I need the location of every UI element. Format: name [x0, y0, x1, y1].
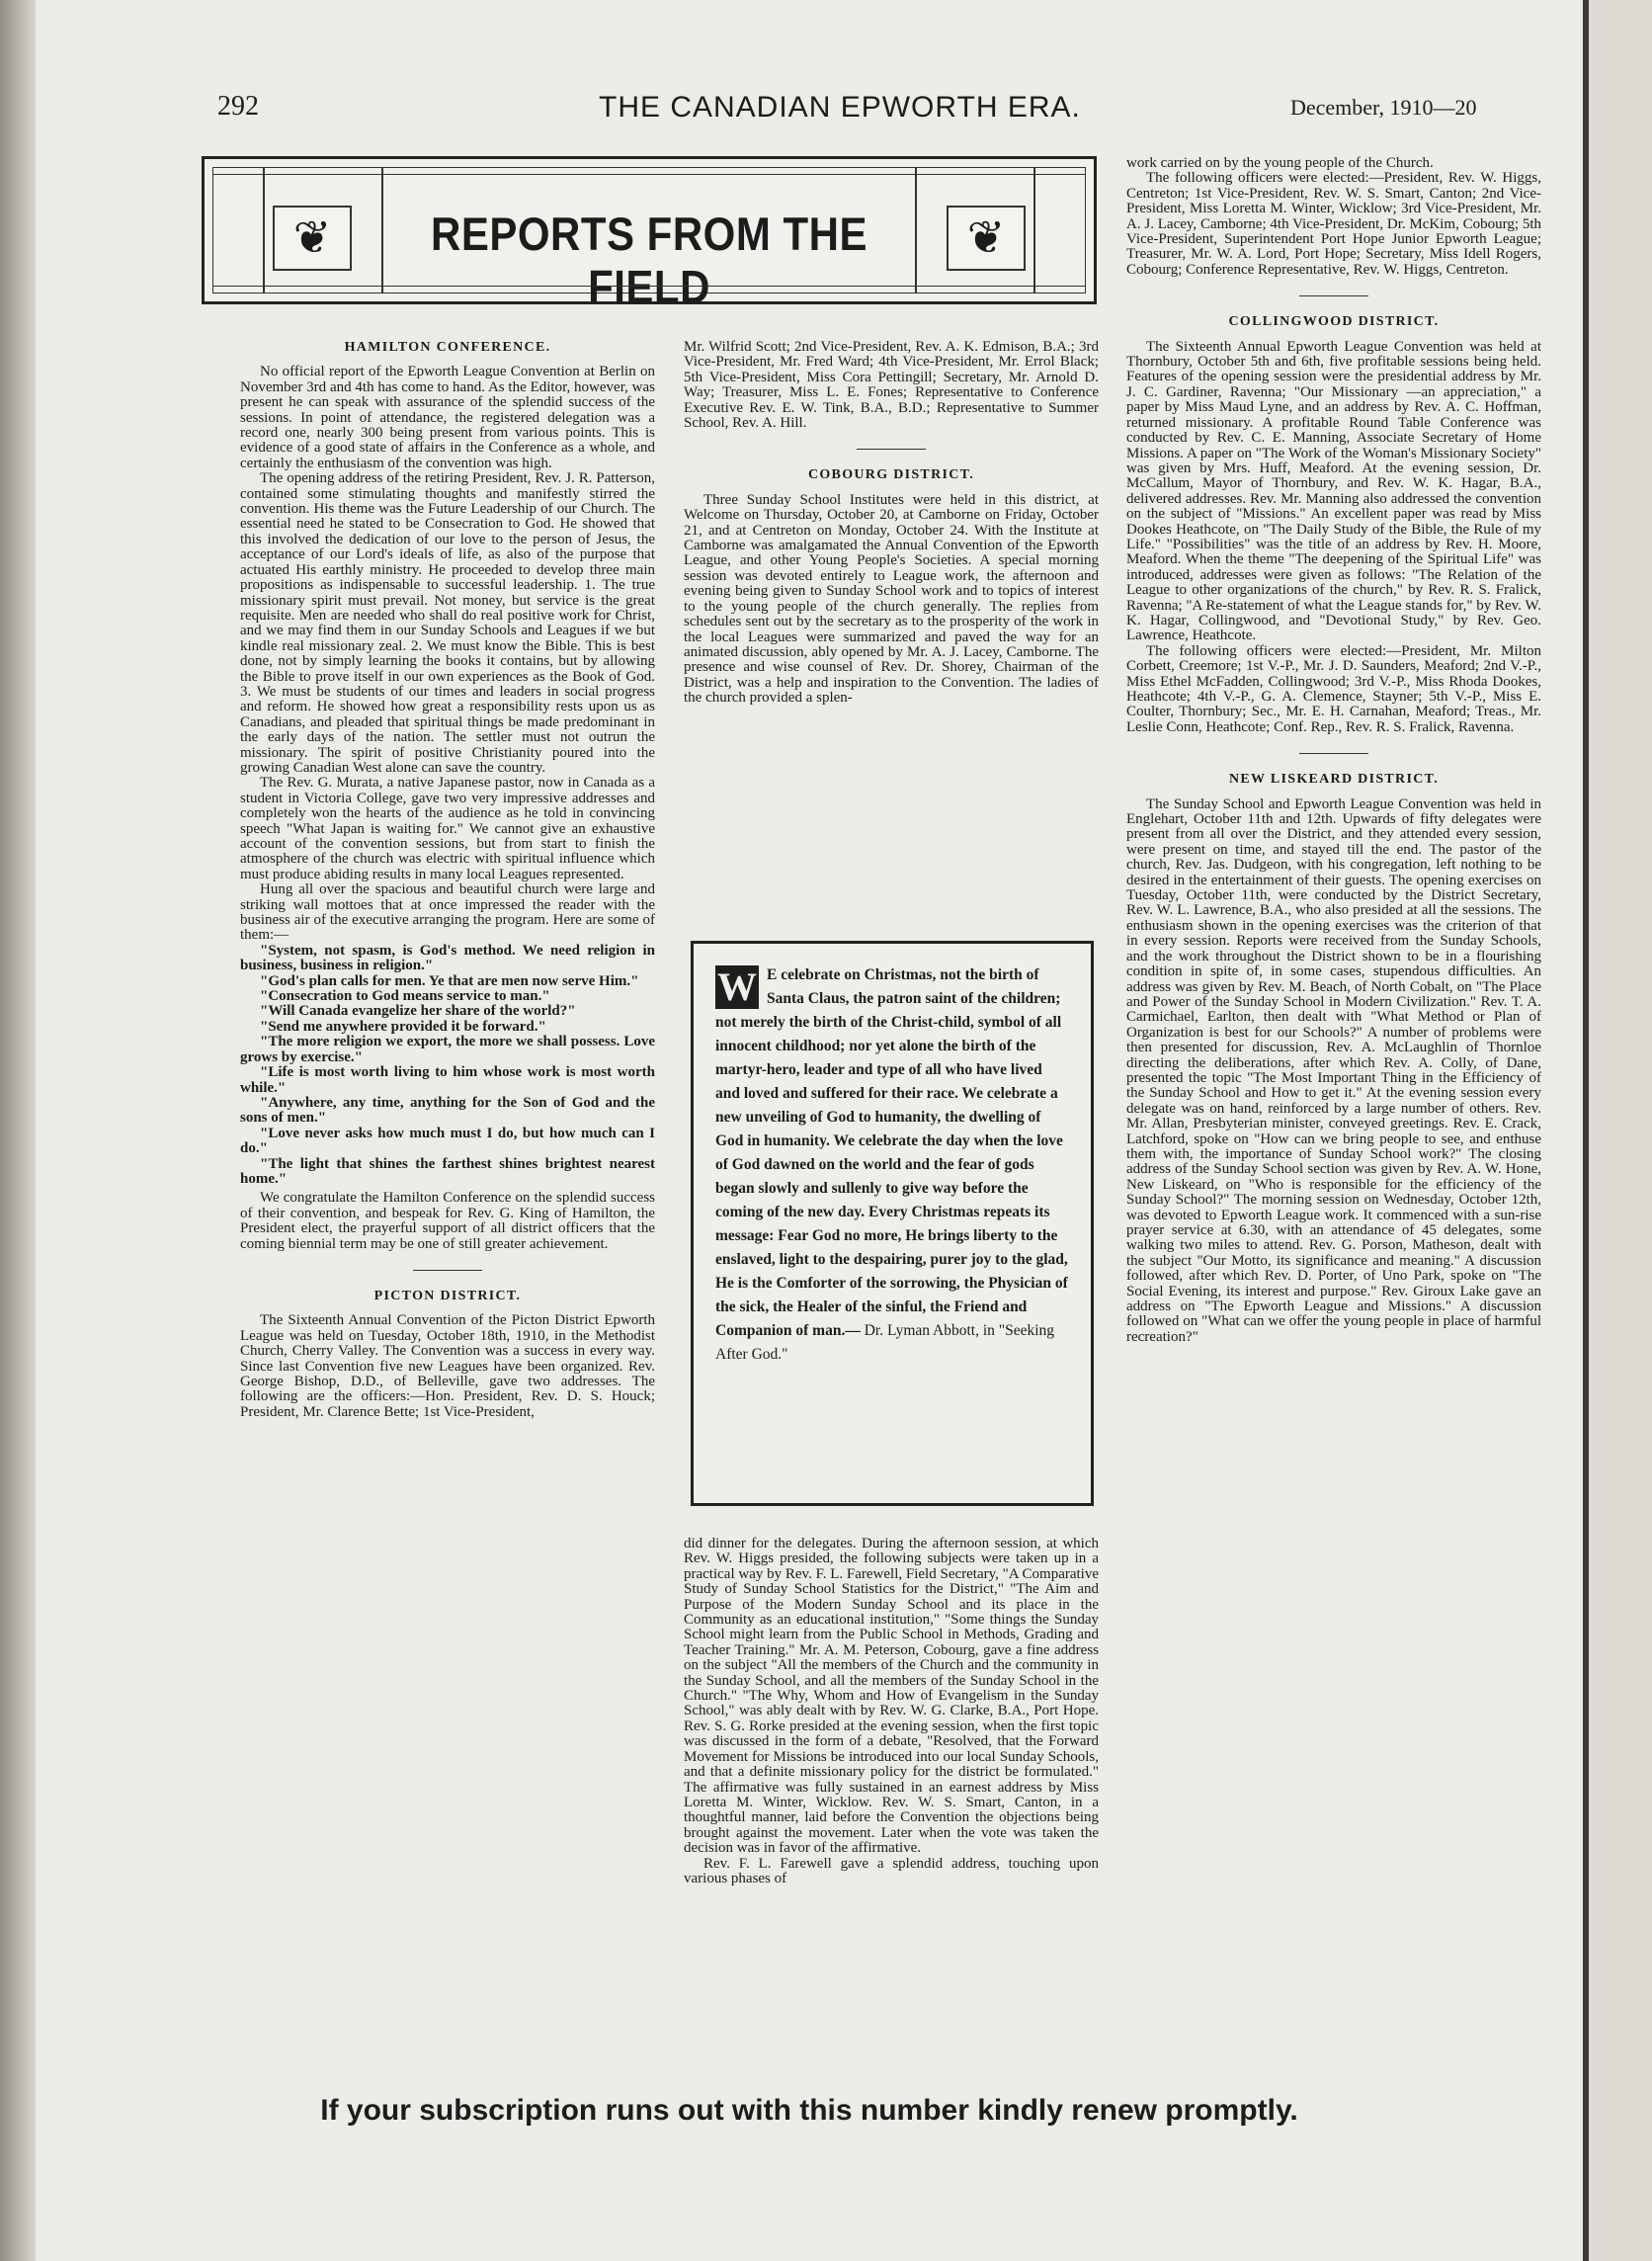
journal-title: THE CANADIAN EPWORTH ERA. [599, 91, 1081, 124]
quote-text: E celebrate on Christmas, not the birth of Santa Claus, the patron saint of the children; not merely the birth of the Christ-child, symbol of all innocent childhood; nor yet alone the birth of the martyr-hero, leader and type of all who have lived and loved and suffered for their race. We celebrate a new unveiling of God to humanity, the dwelling of God in humanity. We celebrate the day when the love of God dawned on the world and the fear of gods began slowly and sullenly to give way before the coming of the new day. Every Christmas repeats its message: Fear God no more, He brings liberty to the enslaved, light to the despairing, purer joy to the glad, He is the Comforter of the sorrowing, the Physician of the sick, the Healer of the sinful, the Friend and Companion of man.— [715, 966, 1068, 1339]
motto: "God's plan calls for men. Ye that are men now serve Him." [260, 972, 639, 989]
paragraph: The following officers were elected:—President, Mr. Milton Corbett, Creemore; 1st V.-P., Mr. J. D. Saunders, Meaford; 2nd V.-P., Miss Ethel McFadden, Collingwood; 3rd V.-P., Miss Rhoda Dookes, Heathcote; 4th V.-P., G. A. Clemence, Stayner; 5th V.-P., Miss E. Coulter, Thornbury; Sec., Mr. E. H. Carnahan, Meaford; Treas., Mr. Leslie Conn, Heathcote; Conf. Rep., Rev. R. S. Fralick, Ravenna. [1126, 642, 1541, 735]
paragraph: Hung all over the spacious and beautiful church were large and striking wall mottoes that at once impressed the reader with the business air of the executive arranging the program. Here are some of them:— [240, 881, 655, 944]
section-banner [202, 156, 1097, 313]
section-rule [1299, 753, 1368, 754]
motto: "The light that shines the farthest shines brightest nearest home." [240, 1155, 655, 1187]
motto: "System, not spasm, is God's method. We need religion in business, business in religion." [240, 942, 655, 974]
paragraph: Mr. Wilfrid Scott; 2nd Vice-President, Rev. A. K. Edmison, B.A.; 3rd Vice-President, Mr. Fred Ward; 4th Vice-President, Mr. Errol Black; 5th Vice-President, Miss Cora Pettingill; Secretary, Mr. Arnold D. Way; Treasurer, Miss L. E. Fones; Representative to Conference Executive Rev. E. W. Tink, B.A., B.D.; Representative to Summer School, Rev. A. Hill. [684, 339, 1099, 432]
adjacent-page-edge [1583, 0, 1652, 2261]
paragraph: The Sunday School and Epworth League Convention was held in Englehart, October 11th and 12th. Upwards of fifty delegates were present from all over the District, and they attended every session, were present on time, and stayed till the end. The pastor of the church, Rev. Jas. Dudgeon, with his congregation, left nothing to be desired in the entertainment of their guests. The opening exercises on Tuesday, October 11th, were conducted by the District Secretary, Rev. W. L. Lawrence, B.A., who also presided at all the sessions. The enthusiasm shown in the opening exercises was the criterion of that in every session. Reports were received from the Sunday Schools, and the work throughout the District shown to be in a flourishing condition in spite of, in some cases, stupendous difficulties. An address was given by Rev. M. Beach, of North Cobalt, on "The Place and Power of the Sunday School in Modern Civilization." Rev. T. A. Carmichael, Earlton, then dealt with "What Method or Plan of Organization is best for our Schools?" A number of problems were then presented for discussion, Rev. A. McLaughlin of Thornloe directing the deliberations, after which Rev. A. Colly, of Dane, presented the topic "The Most Important Thing in the Efficiency of the Sunday School and How to get it." At the evening session every delegate was on hand, reinforced by a large number of others. Rev. Mr. Allan, Presbyterian minister, conveyed greetings. Rev. E. Crack, Latchford, spoke on "How can we bring people to see, and enthuse them with, the importance of Sunday School work?" The closing address of the Sunday School section was given by Rev. A. W. Hone, New Liskeard, on "Who is responsible for the efficiency of the Sunday School?" The morning session on Wednesday, October 12th, was devoted to Epworth League work. It commenced with a sun-rise prayer service at 6.30, with an attendance of 45 delegates, some walking two miles to attend. Rev. G. Porson, Matheson, dealt with the subject "Our Motto, its significance and meaning." A discussion followed, after which Rev. D. Porter, of Uno Park, spoke on "The Social Evening, its interest and purpose." Rev. Giroux Lake gave an address on "The Epworth League and Missions." A discussion followed on "What can we offer the young people in place of harmful recreation?" [1126, 796, 1541, 1345]
section-rule [413, 1270, 482, 1271]
subscription-notice: If your subscription runs out with this number kindly renew promptly. [320, 2094, 1298, 2127]
column-2-top [684, 340, 1099, 707]
section-rule [1299, 295, 1368, 296]
paragraph: We congratulate the Hamilton Conference on the splendid success of their convention, and bespeak for Rev. G. King of Hamilton, the President elect, the prayerful support of all district officers that the coming biennial term may be one of still greater achievement. [240, 1190, 655, 1252]
motto: "Will Canada evangelize her share of the world?" [260, 1003, 576, 1020]
paragraph: did dinner for the delegates. During the afternoon session, at which Rev. W. Higgs presided, the following subjects were taken up in a practical way by Rev. F. L. Farewell, Field Secretary, "A Comparative Study of Sunday School Statistics for the District," "The Aim and Purpose of the Modern Sunday School and its place in the Community as an educational institution," "Some things the Sunday School might learn from the Public School in Methods, Grading and Teacher Training." Mr. A. M. Peterson, Cobourg, gave a fine address on the subject "All the members of the Church and the community in the Sunday School, and all the members of the Sunday School in the Church." "The Why, Whom and How of Evangelism in the Sunday School," was ably dealt with by Rev. W. G. Clarke, B.A., Port Hope. Rev. S. G. Rorke presided at the evening session, when the first topic was discussed in the form of a debate, "Resolved, that the Forward Movement for Missions be introduced into our local Sunday Schools, and that a definite missionary policy for the district be formulated." The affirmative was fully sustained in an earnest address by Miss Loretta M. Winter, Wicklow. Rev. W. S. Smart, Canton, in a thoughtful manner, laid before the Convention the objections being brought against the movement. Later when the vote was taken the decision was in favor of the affirmative. [684, 1536, 1099, 1857]
section-rule [857, 449, 926, 450]
paragraph: The Rev. G. Murata, a native Japanese pastor, now in Canada as a student in Victoria College, gave two very impressive addresses and completely won the hearts of the audience as he told in convincing speech "What Japan is waiting for." We cannot give an exhaustive account of the convention sessions, but from start to finish the atmosphere of the church was electric with spiritual influence which must produce abiding results in many local Leagues represented. [240, 775, 655, 882]
paragraph: No official report of the Epworth League Convention at Berlin on November 3rd and 4th has come to hand. As the Editor, however, was present he can speak with assurance of the splendid success of the sessions. In point of attendance, the registered delegation was a record one, nearly 300 being present from various points. This is evidence of a good state of affairs in the Conference as a whole, and certainly the enthusiasm of the convention was high. [240, 364, 655, 471]
column-2-bottom [684, 1537, 1099, 1886]
motto: "The more religion we export, the more we shall possess. Love grows by exercise." [240, 1034, 655, 1065]
page-number: 292 [217, 91, 259, 122]
paragraph: The following officers were elected:—President, Rev. W. Higgs, Centreton; 1st Vice-President, Rev. W. S. Smart, Canton; 2nd Vice-President, Miss Loretta M. Winter, Wicklow; 3rd Vice-President, Mr. A. J. Lacey, Camborne; 4th Vice-President, Dr. McKim, Cobourg; 5th Vice-President, Superintendent Port Hope Junior Epworth League; Treasurer, Mr. W. A. Lord, Port Hope; Secretary, Miss Idell Rogers, Cobourg; Conference Representative, Rev. W. Higgs, Centreton. [1126, 170, 1541, 278]
motto: "Send me anywhere provided it be forward." [260, 1018, 546, 1035]
paragraph: The Sixteenth Annual Convention of the Picton District Epworth League was held on Tuesday, October 18th, 1910, in the Methodist Church, Cherry Valley. The Convention was a success in every way. Since last Convention five new Leagues have been organized. Rev. George Bishop, D.D., of Belleville, gave two addresses. The following are the officers:—Hon. President, Rev. D. S. Houck; President, Mr. Clarence Bette; 1st Vice-President, [240, 1312, 655, 1420]
magazine-page [36, 0, 1583, 2261]
banner-divider [381, 168, 383, 293]
leaf-ornament-icon: ❦ [273, 206, 352, 271]
paragraph: The opening address of the retiring President, Rev. J. R. Patterson, contained some stimulating thoughts and manifestly stirred the convention. His theme was the Future Leadership of our Church. The essential need he stated to be Consecration to God. He showed that this involved the dedication of our love to the person of Jesus, the acceptance of our Lord's ideals of life, as also of the purpose that actuated His earthly ministry. He proceeded to develop three main propositions as indispensable to successful leadership. 1. The true missionary spirit must prevail. Not money, but service is the great requisite. Men are needed who shall do real positive work for Christ, and we may find them in our Sunday Schools and Leagues if we but kindle real missionary zeal. 2. We must know the Bible. This is best done, not by simply learning the books it contains, but by allowing the Bible to prove itself in our own experiences as the Book of God. 3. We must be students of our times and leaders in social progress and reform. He showed how great a responsibility rests upon us as Canadians, and pleaded that spiritual things be made predominant in the early days of the nation. The settler must not outrun the missionary. The spirit of positive Christianity poured into the growing Canadian West alone can save the country. [240, 470, 655, 776]
section-heading: COBOURG DISTRICT. [807, 467, 975, 483]
paragraph: The Sixteenth Annual Epworth League Convention was held at Thornbury, October 5th and 6th, five profitable sessions being held. Features of the opening session were the presidential address by Mr. J. C. Gardiner, Ravenna; "Our Missionary —an appreciation," a paper by Miss Maud Lyne, and an address by Rev. A. C. Hoffman, returned missionary. A profitable Round Table Conference was conducted by Rev. C. E. Manning, Associate Secretary of Home Missions. A paper on "The Work of the Woman's Missionary Society" was given by Mrs. Huff, Meaford. At the evening session, Dr. McCallum, Mayor of Thornbury, and Rev. W. K. Hagar, B.A., delivered addresses. Rev. Mr. Manning also addressed the convention on the subject of "Missions." An excellent paper was read by Miss Dookes Heathcote, on "The Daily Study of the Bible, the Rule of my Life." "Possibilities" was the title of an address by Rev. H. Moore, Meaford. When the theme "The deepening of the Spiritual Life" was introduced, addresses were given as follows: "The Relation of the League to other organizations of the church," by Rev. R. S. Fralick, Ravenna; "A Re-statement of what the League stands for," by Rev. W. K. Hagar, Collingwood, and "Devotional Study," by Rev. Geo. Lawrence, Heathcote. [1126, 338, 1541, 644]
paragraph: work carried on by the young people of the Church. [1126, 155, 1434, 171]
column-1 [240, 340, 655, 1420]
section-heading: COLLINGWOOD DISTRICT. [1228, 314, 1440, 330]
running-head [36, 91, 1583, 130]
banner-divider [1033, 168, 1035, 293]
book-gutter [0, 0, 36, 2261]
quote-attribution: Dr. Lyman Abbott, in "Seeking After God." [715, 1322, 1055, 1363]
motto: "Love never asks how much must I do, but how much can I do." [240, 1125, 655, 1157]
banner-divider [915, 168, 917, 293]
section-heading: PICTON DISTRICT. [373, 1288, 522, 1303]
leaf-ornament-icon: ❦ [947, 206, 1026, 271]
paragraph: Rev. F. L. Farewell gave a splendid address, touching upon various phases of [684, 1855, 1099, 1886]
motto: "Anywhere, any time, anything for the Son of God and the sons of men." [240, 1094, 655, 1127]
christmas-quote-box [691, 941, 1094, 1506]
issue-date: December, 1910—20 [1290, 95, 1477, 120]
motto: "Consecration to God means service to man." [260, 988, 550, 1005]
column-3 [1126, 156, 1541, 1345]
section-heading: NEW LISKEARD DISTRICT. [1228, 772, 1440, 788]
section-heading: HAMILTON CONFERENCE. [344, 340, 551, 355]
motto-list [240, 944, 655, 1188]
banner-title: REPORTS FROM THE FIELD [430, 208, 867, 313]
banner-divider [263, 168, 265, 293]
banner-frame [212, 167, 1086, 313]
paragraph: Three Sunday School Institutes were held in this district, at Welcome on Thursday, October 20, at Camborne on Friday, October 21, and at Centreton on Monday, October 24. With the Institute at Camborne was amalgamated the Annual Convention of the Epworth League, and other Young People's Societies. A special morning session was devoted entirely to League work, the afternoon and evening being given to Sunday School work and to topics of interest to the young people of the church generally. The replies from schedules sent out by the secretary as to the prosperity of the work in the local Leagues were summarized and paved the way for an animated discussion, ably opened by Mr. A. J. Lacey, Camborne. The presence and wise counsel of Rev. Dr. Shorey, Chairman of the District, was a help and inspiration to the Convention. The ladies of the church provided a splen- [684, 491, 1099, 707]
motto: "Life is most worth living to him whose work is most worth while." [240, 1064, 655, 1096]
drop-cap: W [717, 964, 757, 1009]
